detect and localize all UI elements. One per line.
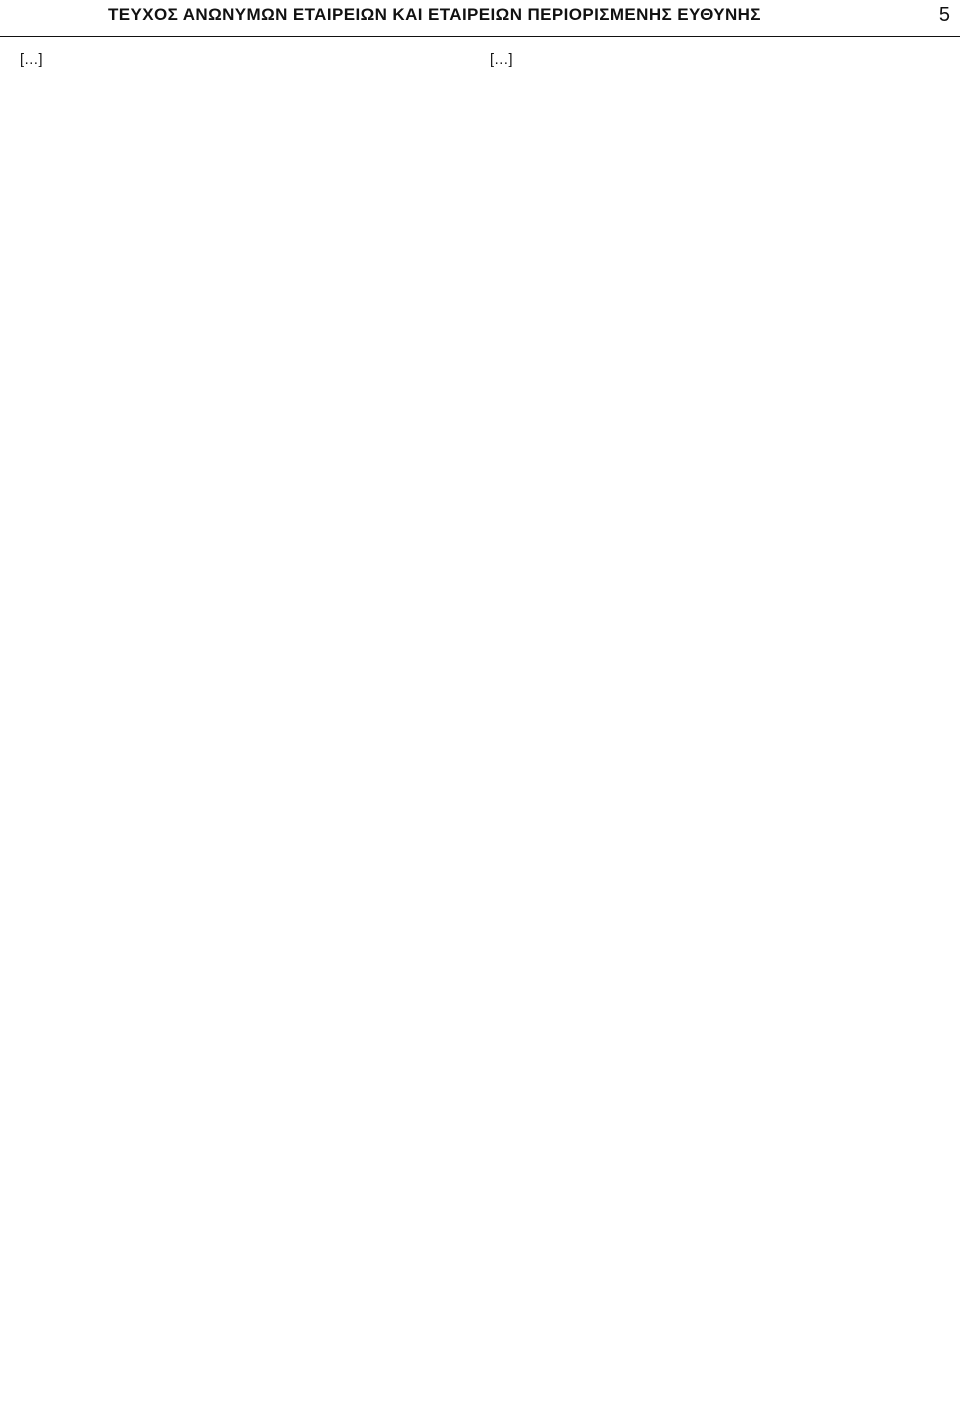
paragraph: […] xyxy=(490,52,513,68)
page-number: 5 xyxy=(938,4,950,26)
running-title: ΤΕΥΧΟΣ ΑΝΩΝΥΜΩΝ ΕΤΑΙΡΕΙΩΝ ΚΑΙ ΕΤΑΙΡΕΙΩΝ ΠΕΡΙΟΡΙΣΜΕΝΗΣ ΕΥΘΥΝΗΣ xyxy=(108,5,761,24)
left-column xyxy=(20,50,470,71)
two-column-body xyxy=(20,50,940,71)
running-header xyxy=(0,0,960,37)
paragraph: […] xyxy=(20,52,43,68)
right-column xyxy=(490,50,940,71)
